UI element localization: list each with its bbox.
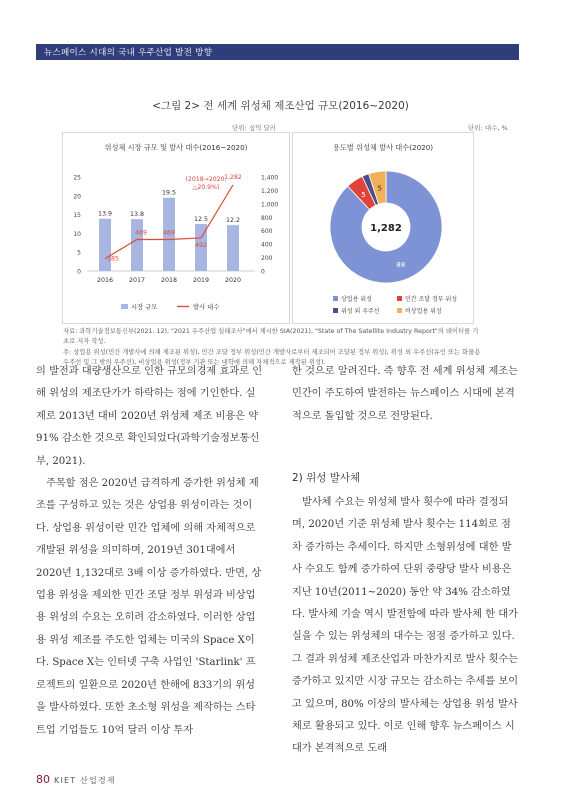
running-header-bar (36, 44, 519, 60)
y-right-tick-label: 200 (261, 255, 273, 263)
figure-source: 자료: 과학기술정보통신부(2021. 12), "2021 우주산업 실태조사"에서 제시한 SIA(2021), "State of The Satellite Industry Report"의 데이터를 기초로 저자 작성. (63, 328, 479, 345)
figure-title: <그림 2> 전 세계 위성체 제조산업 규모(2016~2020) (152, 100, 409, 112)
y-left-tick-label: 15 (73, 212, 81, 220)
body-paragraph: 한 것으로 알려진다. 즉 향후 전 세계 위성체 제조는 민간이 주도하여 발전하는 뉴스페이스 시대에 본격적으로 돌입할 것으로 전망된다. (292, 366, 518, 422)
bar-value-label: 12.5 (193, 216, 209, 223)
y-left-tick-label: 25 (73, 174, 81, 182)
page-number: 80 (36, 773, 50, 786)
body-paragraph: 주목할 점은 2020년 급격하게 증가한 위성체 제조를 구성하고 있는 것은 상업용 위성이라는 것이다. 상업용 위성이란 민간 업체에 의해 자체적으로 개발된 위성을 의미하며, 2019년 301대에서 2020년 1,132대로 3배 이상 증가하였다. 반면, 상업용 위성을 제외한 민간 조달 정부 위성과 비상업용 위성의 수요는 오히려 감소하였다. 이러한 상업용 위성 제조를 주도한 업체는 미국의 Space X이다. Space X는 인터넷 구축 사업인 'Starlink' 프로젝트의 일환으로 2020년 한해에 833기의 위성을 발사하였다. 또한 초소형 위성을 제작하는 스타트업 기업들도 10억 달러 이상 투자 (36, 478, 262, 736)
x-tick-label: 2017 (128, 277, 146, 284)
chart-title: 용도별 위성체 발사 대수(2020) (332, 143, 434, 152)
pie-slice-label: 5 (377, 184, 382, 193)
legend-swatch (333, 308, 338, 313)
bar-line-chart (63, 133, 289, 323)
line-value-label: 469 (135, 229, 147, 237)
body-paragraph: 의 발전과 대량생산으로 인한 규모의경제 효과로 인해 위성의 제조단가가 하락하는 점에 기인한다. 실제로 2013년 대비 2020년 위성체 제조 비용은 약 91% 감소한 것으로 확인되었다(과학기술정보통신부, 2021). (36, 366, 263, 467)
legend-label: 비상업용 위성 (405, 308, 442, 315)
legend-swatch (333, 296, 338, 301)
x-tick-label: 2019 (192, 277, 210, 284)
figure-note: 주: 상업용 위성(민간 개발사에 의해 제조된 위성), 민간 조달 정부 위성(민간 개발사로부터 제조되어 조달된 정부 위성), 위성 외 우주선(유인 또는 화물용 우주선 및 그 밖의 우주선), 비상업용 위성(정부 기관 또는 대학에 의해 자체적으로 제작된 위성). (63, 349, 481, 366)
y-left-tick-label: 5 (77, 249, 81, 257)
body-column-left (36, 361, 264, 742)
y-left-tick-label: 10 (73, 230, 81, 238)
line-value-label: 469 (163, 229, 175, 237)
bar-line-chart-panel (62, 132, 290, 324)
bar-value-label: 19.5 (161, 189, 177, 197)
x-tick-label: 2016 (96, 277, 114, 284)
y-left-tick-label: 0 (77, 268, 81, 276)
legend-label: 상업용 위성 (341, 296, 372, 303)
chart-title: 위성체 시장 규모 및 발사 대수(2016~2020) (104, 143, 248, 152)
y-right-tick-label: 1,200 (261, 187, 279, 195)
publication-name: KIET 산업경제 (54, 776, 116, 785)
pie-chart (293, 133, 473, 323)
legend-label: 위성 외 우주선 (341, 308, 380, 315)
y-right-tick-label: 1,400 (261, 174, 279, 182)
bar-value-label: 13.8 (129, 211, 145, 219)
y-right-tick-label: 800 (261, 214, 273, 222)
bar-2017 (131, 219, 143, 271)
body-column-right-top (292, 361, 520, 428)
running-header: 뉴스페이스 시대의 국내 우주산업 발전 방향 (44, 48, 213, 58)
y-right-tick-label: 600 (261, 228, 273, 236)
pie-slice-label: 5 (361, 190, 366, 199)
section-subheading: 2) 위성 발사체 (292, 472, 361, 484)
y-right-tick-label: 0 (261, 268, 265, 276)
bar-value-label: 13.9 (97, 210, 113, 218)
body-paragraph: 발사체 수요는 위성체 발사 횟수에 따라 결정되며, 2020년 기준 위성체 발사 횟수는 114회로 점차 증가하는 추세이다. 하지만 소형위성에 대한 발사 수요도 함께 증가하여 단위 중량당 발사 비용은 지난 10년(2011~2020) 동안 약 34% 감소하였다. 발사체 기술 역시 발전함에 따라 발사체 한 대가 실을 수 있는 위성체의 대수는 점점 증가하고 있다. 그 결과 위성체 제조산업과 마찬가지로 발사 횟수는 증가하고 있지만 시장 규모는 감소하는 추세를 보이고 있으며, 80% 이상의 발사체는 상업용 위성 발사체로 활용되고 있다. 이로 인해 향후 뉴스페이스 시대가 본격적으로 도래 (292, 497, 519, 755)
y-right-tick-label: 1,000 (261, 201, 279, 209)
unit-left: 단위: 십억 달러 (232, 124, 276, 132)
legend-swatch (397, 308, 402, 313)
x-tick-label: 2018 (160, 277, 178, 284)
pie-chart-panel (292, 132, 474, 324)
annotation-line-1: (2018→2020, (185, 176, 227, 183)
x-tick-label: 2020 (224, 277, 242, 284)
legend-swatch (397, 296, 402, 301)
legend-label-line: 발사 대수 (193, 304, 220, 311)
bar-2020 (227, 225, 239, 271)
legend-label-bar: 시장 규모 (131, 304, 158, 311)
line-value-label: 185 (107, 255, 119, 263)
y-left-tick-label: 20 (73, 193, 81, 201)
line-value-label: 492 (195, 241, 207, 249)
line-value-label: 1,282 (224, 173, 242, 181)
pie-center-label: 1,282 (370, 223, 402, 234)
y-right-tick-label: 400 (261, 241, 273, 249)
body-column-right-bottom (292, 492, 520, 761)
legend-label: 민간 조달 정부 위성 (405, 296, 458, 303)
bar-value-label: 12.2 (225, 217, 241, 225)
annotation-line-2: △20.9%) (192, 184, 220, 191)
pie-slice-label: 88 (396, 261, 406, 270)
legend-swatch-bar (121, 304, 128, 309)
unit-right: 단위: 대수, % (468, 124, 508, 132)
bar-2016 (99, 219, 111, 271)
